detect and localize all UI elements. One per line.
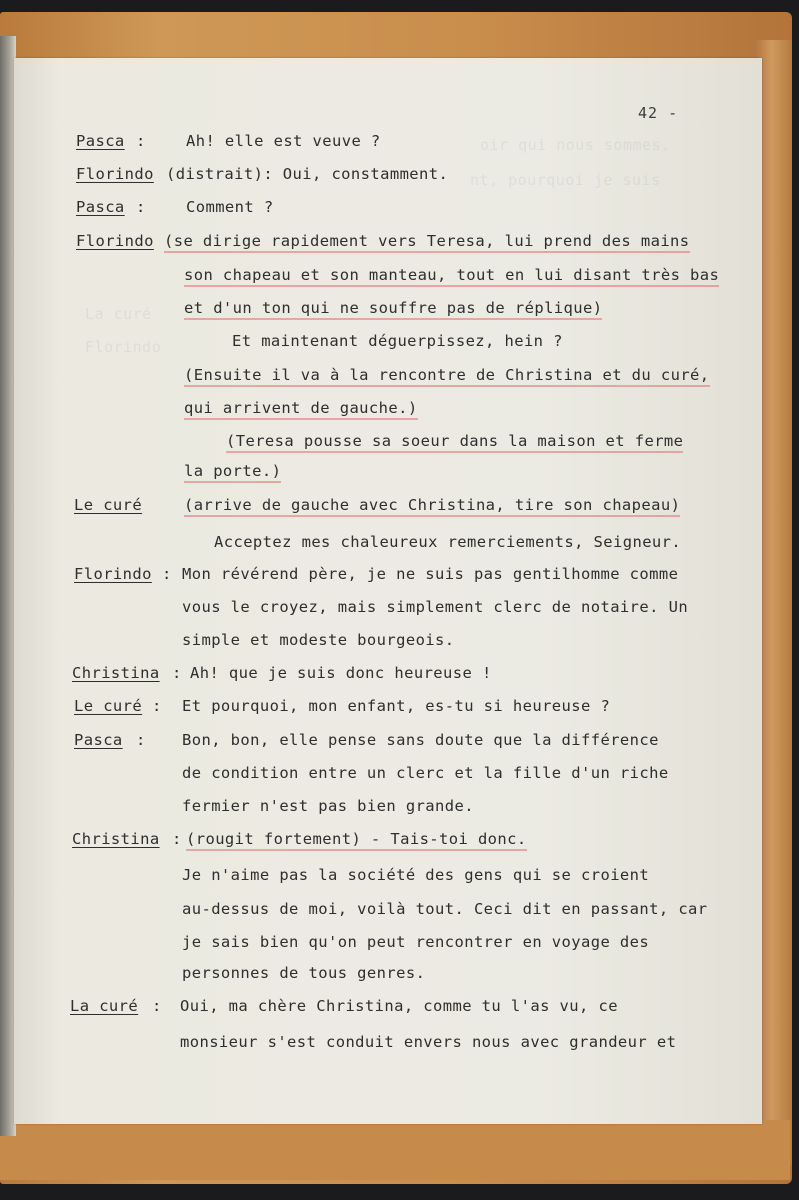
stage-direction-text: (arrive de gauche avec Christina, tire son chapeau) bbox=[184, 496, 680, 517]
stage-direction-text: (rougit fortement) - Tais-toi donc. bbox=[186, 830, 527, 851]
speaker-label: Le curé bbox=[74, 697, 143, 715]
dialogue-line: Bon, bon, elle pense sans doute que la différence bbox=[182, 731, 659, 749]
speaker-label: Florindo bbox=[74, 565, 152, 583]
dialogue-line bbox=[186, 830, 527, 848]
speaker-label: Pasca bbox=[74, 731, 123, 749]
stage-direction bbox=[184, 462, 281, 480]
dialogue-line: Ah! elle est veuve ? bbox=[186, 132, 381, 150]
speaker-label: Le curé bbox=[74, 496, 143, 514]
stage-direction bbox=[226, 432, 683, 450]
stage-direction-text: (Ensuite il va à la rencontre de Christina et du curé, bbox=[184, 366, 710, 387]
stage-direction-text: et d'un ton qui ne souffre pas de réplique) bbox=[184, 299, 602, 320]
speaker-label: Florindo bbox=[76, 165, 154, 183]
speaker-separator: : bbox=[136, 731, 146, 749]
dialogue-line: Comment ? bbox=[186, 198, 274, 216]
speaker-label: Christina bbox=[72, 830, 160, 848]
bleed-through: Florindo bbox=[85, 338, 162, 356]
stage-direction-text: (Teresa pousse sa soeur dans la maison et ferme bbox=[226, 432, 683, 453]
dialogue-line: Je n'aime pas la société des gens qui se croient bbox=[182, 866, 650, 884]
dialogue-line: monsieur s'est conduit envers nous avec grandeur et bbox=[180, 1033, 677, 1051]
dialogue-line: simple et modeste bourgeois. bbox=[182, 631, 455, 649]
speaker-separator: : bbox=[152, 997, 162, 1015]
dialogue-line: au-dessus de moi, voilà tout. Ceci dit en passant, car bbox=[182, 900, 708, 918]
speaker-separator: : bbox=[172, 664, 182, 682]
stage-direction bbox=[184, 496, 680, 514]
bleed-through: oir qui nous sommes. bbox=[480, 136, 671, 154]
dialogue-line: Et maintenant déguerpissez, hein ? bbox=[232, 332, 563, 350]
bleed-through: nt, pourquoi je suis bbox=[470, 171, 661, 189]
dialogue-line: Et pourquoi, mon enfant, es-tu si heureuse ? bbox=[182, 697, 611, 715]
speaker-separator: : bbox=[162, 565, 172, 583]
dialogue-line: je sais bien qu'on peut rencontrer en voyage des bbox=[182, 933, 650, 951]
stage-direction-text: (se dirige rapidement vers Teresa, lui prend des mains bbox=[164, 232, 690, 253]
stage-direction-text: la porte.) bbox=[184, 462, 281, 483]
dialogue-line: Ah! que je suis donc heureuse ! bbox=[190, 664, 492, 682]
stage-direction bbox=[184, 266, 719, 284]
stage-direction bbox=[184, 399, 418, 417]
speaker-label: Christina bbox=[72, 664, 160, 682]
speaker-separator: : bbox=[136, 198, 146, 216]
dialogue-line: vous le croyez, mais simplement clerc de notaire. Un bbox=[182, 598, 689, 616]
stage-direction-text: son chapeau et son manteau, tout en lui disant très bas bbox=[184, 266, 719, 287]
speaker-label: Pasca bbox=[76, 198, 125, 216]
dialogue-line: Mon révérend père, je ne suis pas gentilhomme comme bbox=[182, 565, 679, 583]
page-number: 42 - bbox=[638, 104, 679, 122]
speaker-label: Pasca bbox=[76, 132, 125, 150]
dialogue-line: personnes de tous genres. bbox=[182, 964, 426, 982]
stage-direction bbox=[164, 232, 690, 250]
bleed-through: La curé bbox=[85, 305, 152, 323]
dialogue-line: Acceptez mes chaleureux remerciements, Seigneur. bbox=[214, 533, 682, 551]
dialogue-line: (distrait): Oui, constamment. bbox=[166, 165, 449, 183]
cardboard-edge-bottom bbox=[0, 1120, 790, 1180]
dialogue-line: fermier n'est pas bien grande. bbox=[182, 797, 474, 815]
dialogue-line: Oui, ma chère Christina, comme tu l'as vu, ce bbox=[180, 997, 618, 1015]
speaker-separator: : bbox=[152, 697, 162, 715]
stage-direction bbox=[184, 299, 602, 317]
speaker-separator: : bbox=[172, 830, 182, 848]
stage-direction bbox=[184, 366, 710, 384]
speaker-label: La curé bbox=[70, 997, 139, 1015]
stage-direction-text: qui arrivent de gauche.) bbox=[184, 399, 418, 420]
speaker-label: Florindo bbox=[76, 232, 154, 250]
dialogue-line: de condition entre un clerc et la fille d'un riche bbox=[182, 764, 669, 782]
speaker-separator: : bbox=[136, 132, 146, 150]
